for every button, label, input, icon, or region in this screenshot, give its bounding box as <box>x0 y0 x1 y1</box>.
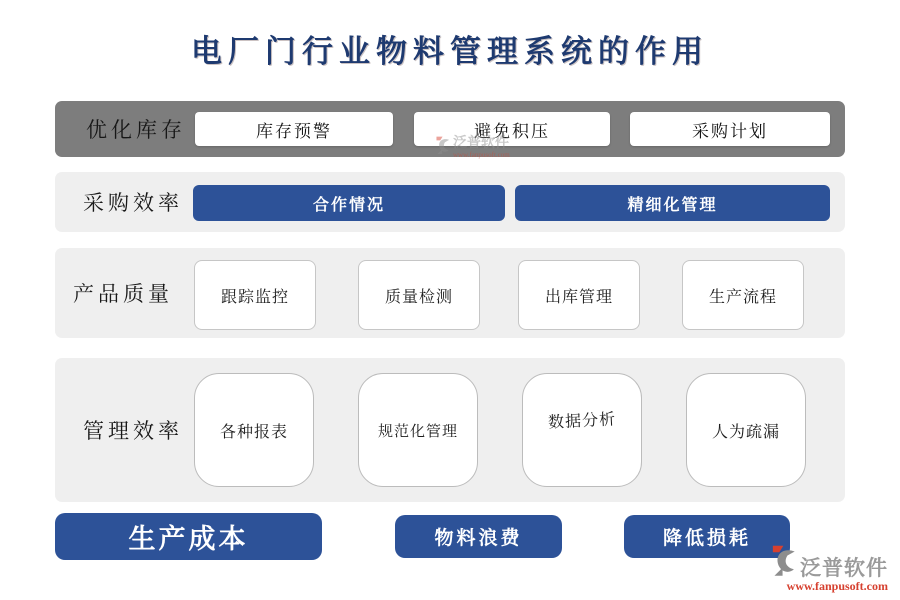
page-title: 电厂门行业物料管理系统的作用 <box>191 34 709 69</box>
fanpu-logo <box>760 545 888 594</box>
watermark-name: 泛普软件 <box>453 136 509 151</box>
logo-name: 泛普软件 <box>800 556 888 580</box>
box-production-process: 生产流程 <box>682 260 804 330</box>
box-quality-inspection: 质量检测 <box>358 260 480 330</box>
box-various-reports: 各种报表 <box>194 373 314 487</box>
box-tracking-monitor: 跟踪监控 <box>194 260 316 330</box>
fanpu-logo-icon <box>772 545 798 579</box>
box-inventory-warning: 库存预警 <box>195 112 393 146</box>
box-material-waste: 物料浪费 <box>395 515 562 558</box>
box-cooperation-status: 合作情况 <box>193 185 505 221</box>
watermark-url: www.fanpusoft.com <box>453 151 510 160</box>
box-standardized-management: 规范化管理 <box>358 373 478 487</box>
row-label: 管理效率 <box>83 419 183 443</box>
row-product-quality <box>55 248 845 338</box>
row-optimize-inventory <box>55 101 845 157</box>
box-data-analysis <box>522 373 642 487</box>
row-procurement-efficiency <box>55 172 845 232</box>
row-label: 产品质量 <box>73 282 173 306</box>
box-avoid-backlog: 避免积压 <box>414 112 610 146</box>
box-data-analysis-label: 数据分析 <box>547 410 617 432</box>
row-management-efficiency <box>55 358 845 502</box>
box-reduce-loss: 降低损耗 <box>624 515 790 558</box>
box-production-cost: 生产成本 <box>55 513 322 560</box>
box-outbound-management: 出库管理 <box>518 260 640 330</box>
logo-url: www.fanpusoft.com <box>786 579 888 593</box>
row-label: 优化库存 <box>86 118 186 142</box>
box-refined-management: 精细化管理 <box>515 185 830 221</box>
box-human-error: 人为疏漏 <box>686 373 806 487</box>
box-purchase-plan: 采购计划 <box>630 112 830 146</box>
row-label: 采购效率 <box>83 191 183 215</box>
